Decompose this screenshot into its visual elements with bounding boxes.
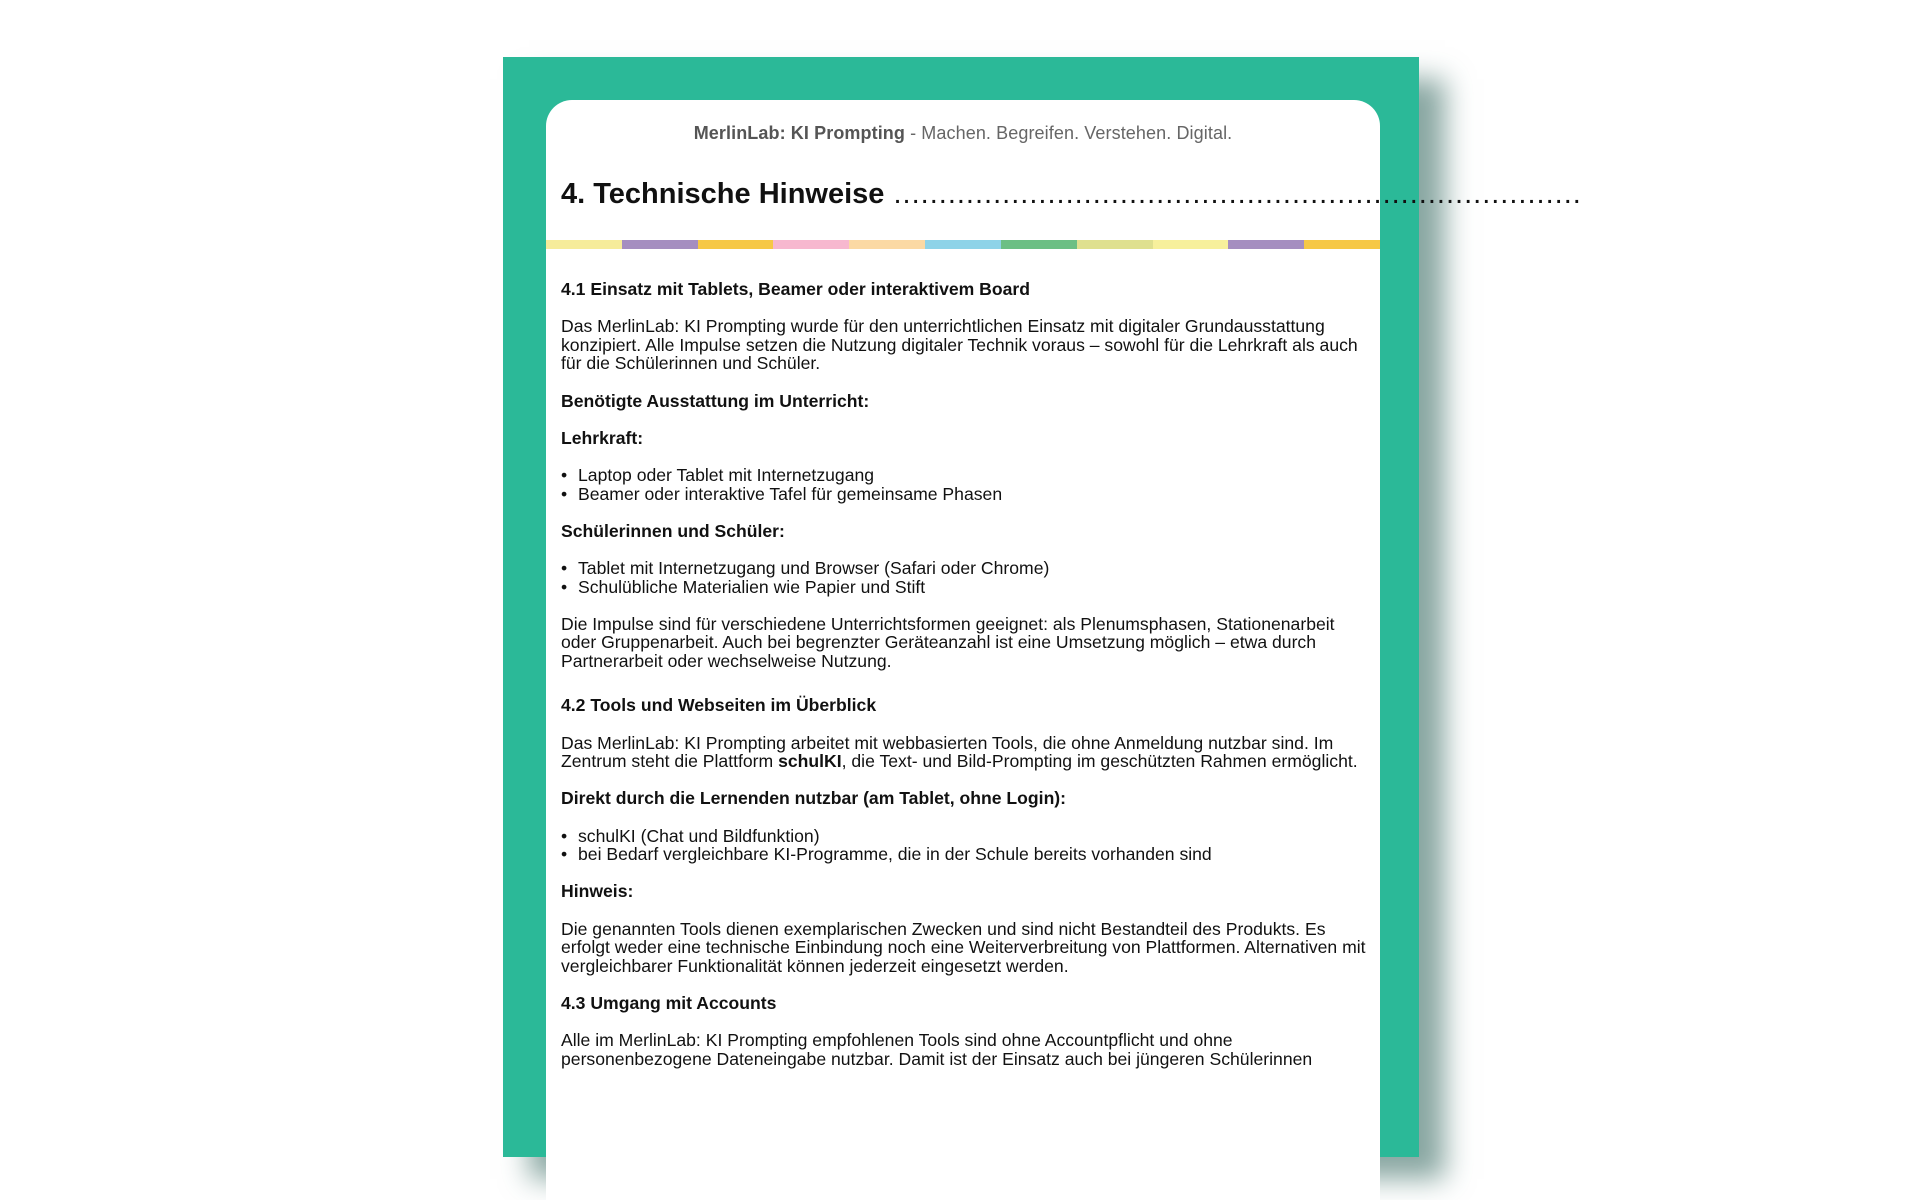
list-item xyxy=(561,485,1371,504)
section-heading-4-3: 4.3 Umgang mit Accounts xyxy=(561,992,777,1013)
list-item-text: Laptop oder Tablet mit Internetzugang xyxy=(578,464,875,485)
section-4-1-intro: Das MerlinLab: KI Prompting wurde für den unterrichtlichen Einsatz mit digitaler Grundausstattung konzipiert. Alle Impulse setzen die Nutzung digitaler Technik voraus – sowohl für die Lehrkraft als auch für die Schülerinnen und Schüler. xyxy=(561,316,1358,374)
color-stripe-segment xyxy=(622,240,698,249)
direct-use-heading: Direkt durch die Lernenden nutzbar (am Tablet, ohne Login): xyxy=(561,788,1067,809)
color-stripe-segment xyxy=(1153,240,1229,249)
document-page xyxy=(546,100,1582,1200)
bullet-icon: • xyxy=(561,464,568,485)
color-stripe-segment xyxy=(925,240,1001,249)
header-brand: MerlinLab: KI Prompting xyxy=(693,123,905,143)
note-text: Die genannten Tools dienen exemplarischen Zwecken und sind nicht Bestandteil des Produkts. Es erfolgt weder eine technische Einbindung noch eine Weiterverbreitung von Plattformen. Alternativen mit vergleichbarer Funktionalität können jederzeit eingesetzt werden. xyxy=(561,918,1366,976)
student-list xyxy=(561,559,1371,596)
color-stripe-segment xyxy=(546,240,622,249)
equipment-heading: Benötigte Ausstattung im Unterricht: xyxy=(561,390,870,411)
list-item xyxy=(561,578,1371,597)
section-4-2-intro xyxy=(561,734,1371,771)
color-stripe-segment xyxy=(1001,240,1077,249)
list-item-text: Tablet mit Internetzugang und Browser (Safari oder Chrome) xyxy=(578,557,1050,578)
list-item xyxy=(561,559,1371,578)
bullet-icon: • xyxy=(561,557,568,578)
direct-use-list xyxy=(561,827,1371,864)
color-stripe-segment xyxy=(773,240,849,249)
list-item-text: Schulübliche Materialien wie Papier und Stift xyxy=(578,576,926,597)
section-heading-4-1: 4.1 Einsatz mit Tablets, Beamer oder interaktivem Board xyxy=(561,279,1031,299)
page-header xyxy=(546,123,1380,144)
color-stripe-segment xyxy=(1304,240,1380,249)
platform-name: schulKI xyxy=(778,751,842,772)
teacher-list xyxy=(561,466,1371,503)
list-item-text: Beamer oder interaktive Tafel für gemeinsame Phasen xyxy=(578,483,1003,504)
section-4-1-closing: Die Impulse sind für verschiedene Unterrichtsformen geeignet: als Plenumsphasen, Stationenarbeit oder Gruppenarbeit. Auch bei begrenzter Geräteanzahl ist eine Umsetzung möglich – etwa durch Partnerarbeit oder wechselweise Nutzung. xyxy=(561,613,1335,671)
page-title xyxy=(561,178,1582,211)
teacher-heading: Lehrkraft: xyxy=(561,427,644,448)
bullet-icon: • xyxy=(561,483,568,504)
students-heading: Schülerinnen und Schüler: xyxy=(561,520,785,541)
intro-text: Das MerlinLab: KI Prompting arbeitet mit webbasierten Tools, die ohne Anmeldung nutzbar sind. Im Zentrum steht die Plattform xyxy=(561,732,1334,772)
color-stripe-segment xyxy=(1077,240,1153,249)
intro-text-end: , die Text- und Bild-Prompting im geschützten Rahmen ermöglicht. xyxy=(841,751,1358,772)
section-heading-4-2: 4.2 Tools und Webseiten im Überblick xyxy=(561,695,877,716)
color-stripe-divider xyxy=(546,240,1380,249)
note-heading: Hinweis: xyxy=(561,881,634,902)
bullet-icon: • xyxy=(561,576,568,597)
color-stripe-segment xyxy=(698,240,774,249)
color-stripe-segment xyxy=(1228,240,1304,249)
color-stripe-segment xyxy=(849,240,925,249)
list-item xyxy=(561,827,1371,846)
list-item-text: bei Bedarf vergleichbare KI-Programme, die in der Schule bereits vorhanden sind xyxy=(578,844,1212,865)
section-4-3-intro: Alle im MerlinLab: KI Prompting empfohlenen Tools sind ohne Accountpflicht und ohne personenbezogene Dateneingabe nutzbar. Damit ist der Einsatz auch bei jüngeren Schülerinnen xyxy=(561,1030,1313,1069)
title-leader-dots: ............................................................................ xyxy=(884,178,1582,210)
bullet-icon: • xyxy=(561,825,568,846)
list-item xyxy=(561,845,1371,864)
page-title-text: 4. Technische Hinweise xyxy=(561,178,885,210)
document-frame xyxy=(503,57,1582,1157)
header-tagline: - Machen. Begreifen. Verstehen. Digital. xyxy=(905,123,1233,143)
list-item-text: schulKI (Chat und Bildfunktion) xyxy=(578,825,820,846)
list-item xyxy=(561,466,1371,485)
document-body xyxy=(561,280,1371,1087)
bullet-icon: • xyxy=(561,844,568,865)
